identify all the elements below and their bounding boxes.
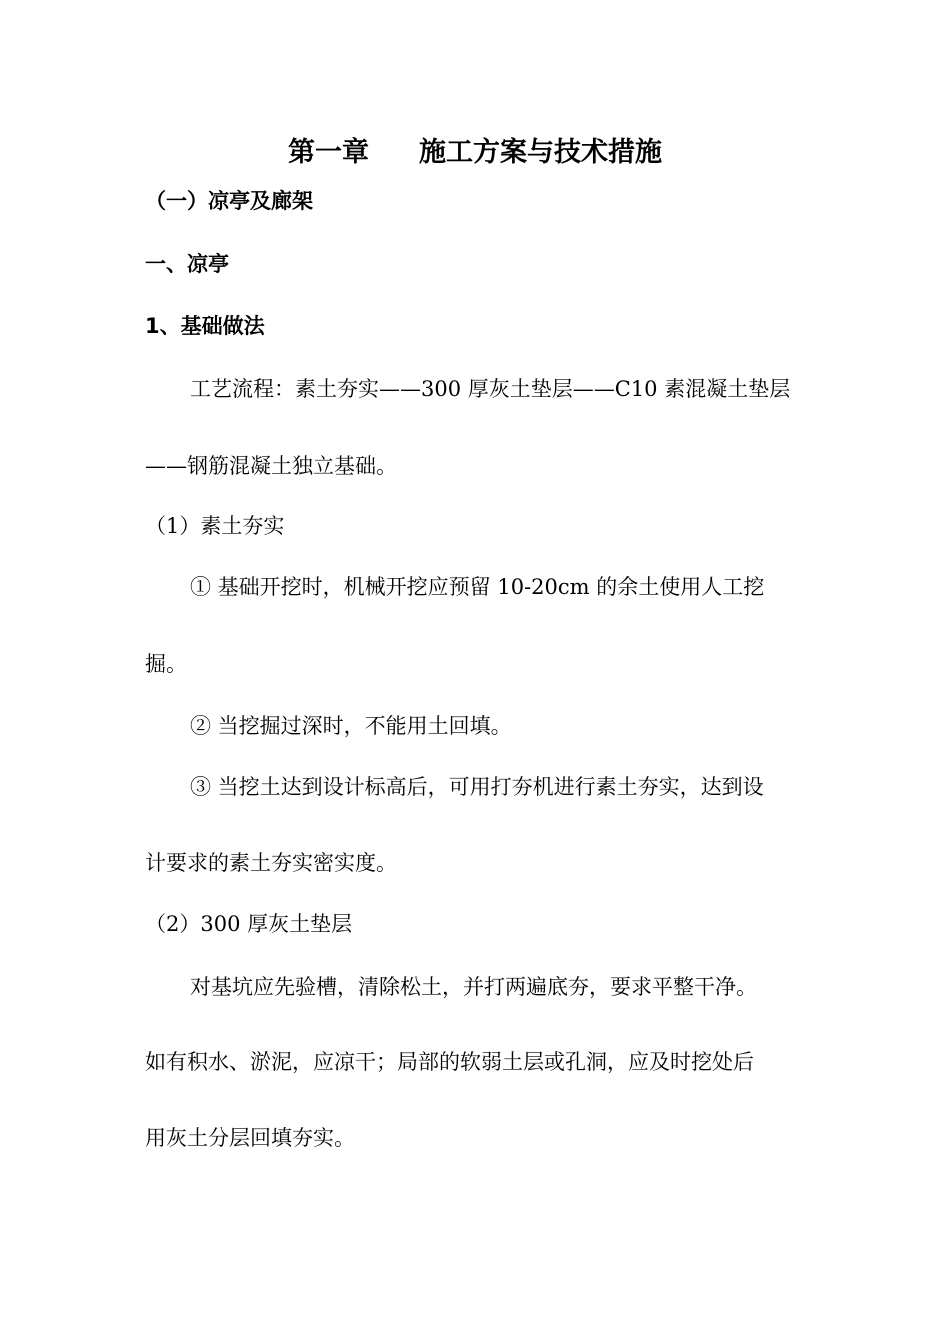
item-2-heading: （2）300 厚灰土垫层 bbox=[145, 912, 353, 936]
item-1-paragraph-1-line-1: ① 基础开挖时，机械开挖应预留 10-20cm 的余土使用人工挖 bbox=[190, 575, 765, 599]
item-1-paragraph-2: ② 当挖掘过深时，不能用土回填。 bbox=[190, 714, 512, 738]
section-heading-pavilion-corridor: （一）凉亭及廊架 bbox=[145, 189, 313, 213]
subsection-heading-foundation: 1、基础做法 bbox=[145, 314, 265, 338]
subsection-heading-pavilion: 一、凉亭 bbox=[145, 252, 229, 276]
process-flow-line-2: ——钢筋混凝土独立基础。 bbox=[145, 454, 397, 478]
chapter-title: 施工方案与技术措施 bbox=[419, 137, 662, 168]
item-2-paragraph-line-3: 用灰土分层回填夯实。 bbox=[145, 1126, 355, 1150]
item-1-paragraph-3-line-2: 计要求的素土夯实密实度。 bbox=[145, 851, 397, 875]
process-flow-line-1: 工艺流程：素土夯实——300 厚灰土垫层——C10 素混凝土垫层 bbox=[190, 377, 791, 401]
item-1-paragraph-1-line-2: 掘。 bbox=[145, 652, 187, 676]
item-2-paragraph-line-1: 对基坑应先验槽，清除松土，并打两遍底夯，要求平整干净。 bbox=[190, 975, 757, 999]
item-2-paragraph-line-2: 如有积水、淤泥，应凉干；局部的软弱土层或孔洞，应及时挖处后 bbox=[145, 1050, 754, 1074]
item-1-heading: （1）素土夯实 bbox=[145, 514, 285, 538]
chapter-heading bbox=[0, 136, 950, 170]
chapter-label: 第一章 bbox=[288, 137, 369, 168]
item-1-paragraph-3-line-1: ③ 当挖土达到设计标高后，可用打夯机进行素土夯实，达到设 bbox=[190, 775, 764, 799]
